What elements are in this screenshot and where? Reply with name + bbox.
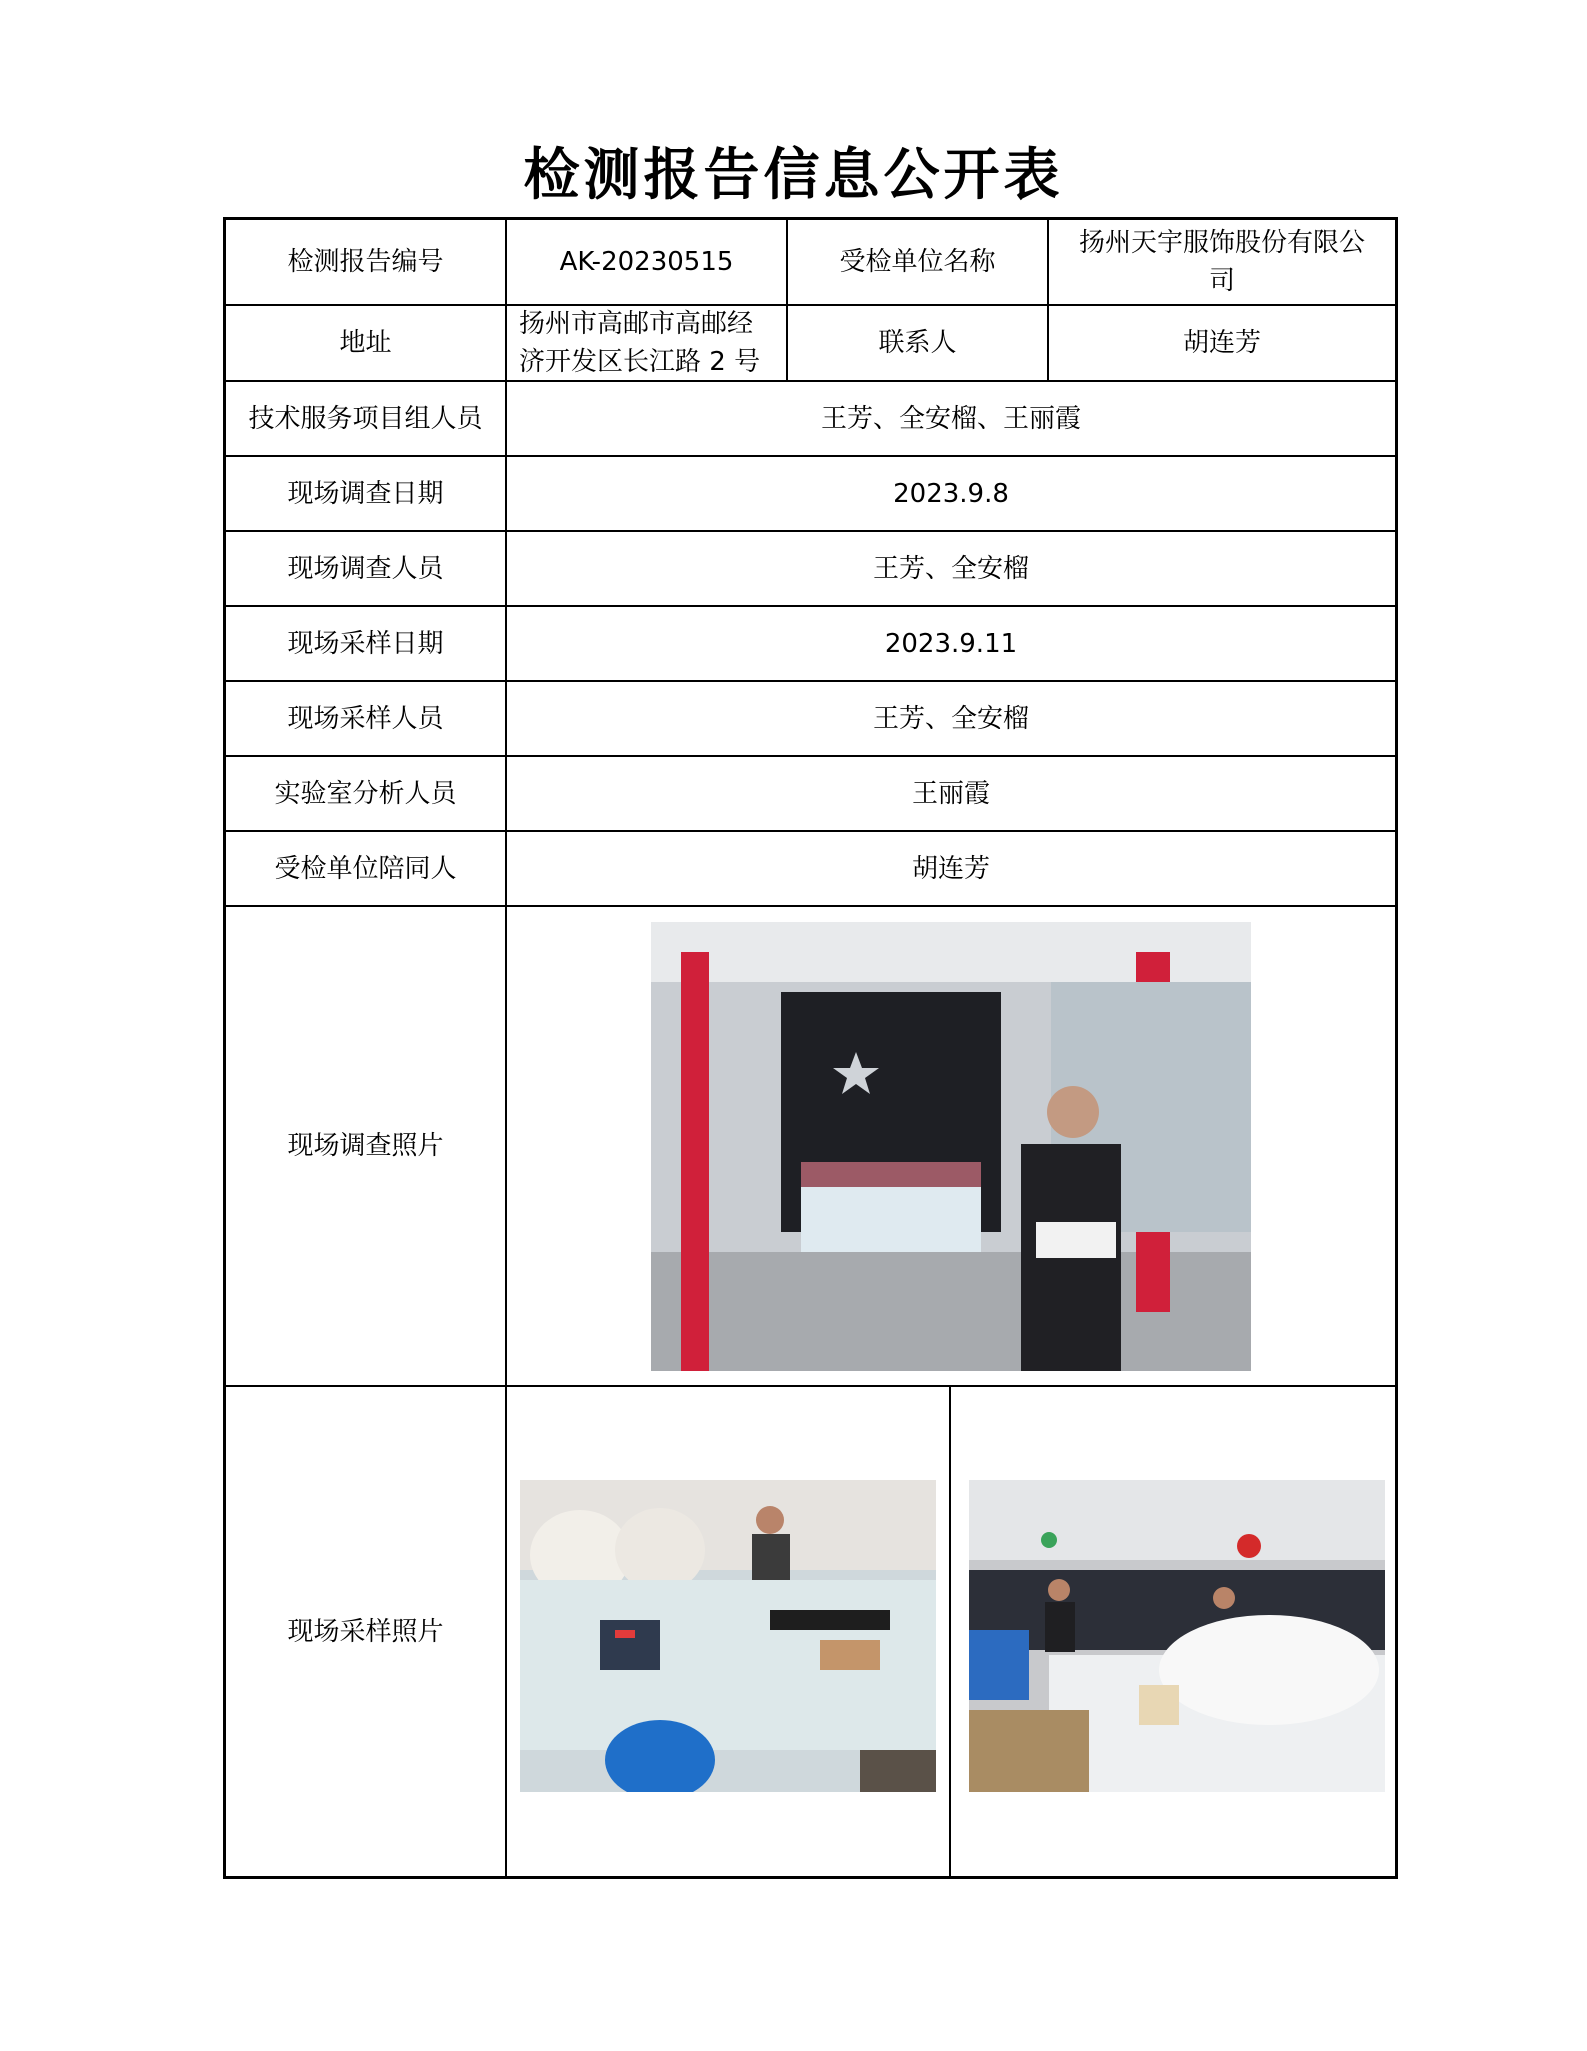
row-label: 现场调查日期 — [287, 478, 444, 509]
unit-name-value: 扬州天宇服饰股份有限公司 — [1078, 228, 1365, 296]
row-value: 王芳、全安榴 — [872, 703, 1029, 734]
row-label: 实验室分析人员 — [274, 778, 457, 809]
row-value: 胡连芳 — [911, 853, 990, 884]
row-value: 2023.9.11 — [884, 628, 1018, 659]
address-value: 扬州市高邮市高邮经济开发区长江路 2 号 — [519, 309, 761, 377]
survey-photo-label: 现场调查照片 — [287, 1131, 444, 1161]
page-title: 检测报告信息公开表 — [523, 143, 1064, 208]
row-label: 现场采样日期 — [287, 628, 444, 659]
row-value: 王芳、全安榴 — [872, 553, 1029, 584]
row-value: 王芳、全安榴、王丽霞 — [820, 403, 1081, 434]
contact-label: 联系人 — [878, 328, 957, 358]
contact-value: 胡连芳 — [1182, 328, 1261, 358]
row-label: 现场调查人员 — [287, 553, 444, 584]
report-no-label: 检测报告编号 — [287, 247, 444, 277]
row-value: 2023.9.8 — [893, 478, 1009, 509]
unit-name-label: 受检单位名称 — [839, 247, 996, 277]
survey-photo — [651, 922, 1251, 1371]
report-no-value: AK-20230515 — [559, 247, 734, 277]
row-label: 现场采样人员 — [287, 703, 444, 734]
sampling-photo-1 — [520, 1480, 936, 1792]
sampling-photo-label: 现场采样照片 — [287, 1616, 444, 1647]
info-table — [223, 217, 1398, 1879]
address-label: 地址 — [339, 328, 392, 358]
row-label: 受检单位陪同人 — [274, 853, 457, 884]
sampling-photo-2 — [969, 1480, 1385, 1792]
row-value: 王丽霞 — [911, 778, 990, 809]
row-label: 技术服务项目组人员 — [248, 403, 483, 434]
